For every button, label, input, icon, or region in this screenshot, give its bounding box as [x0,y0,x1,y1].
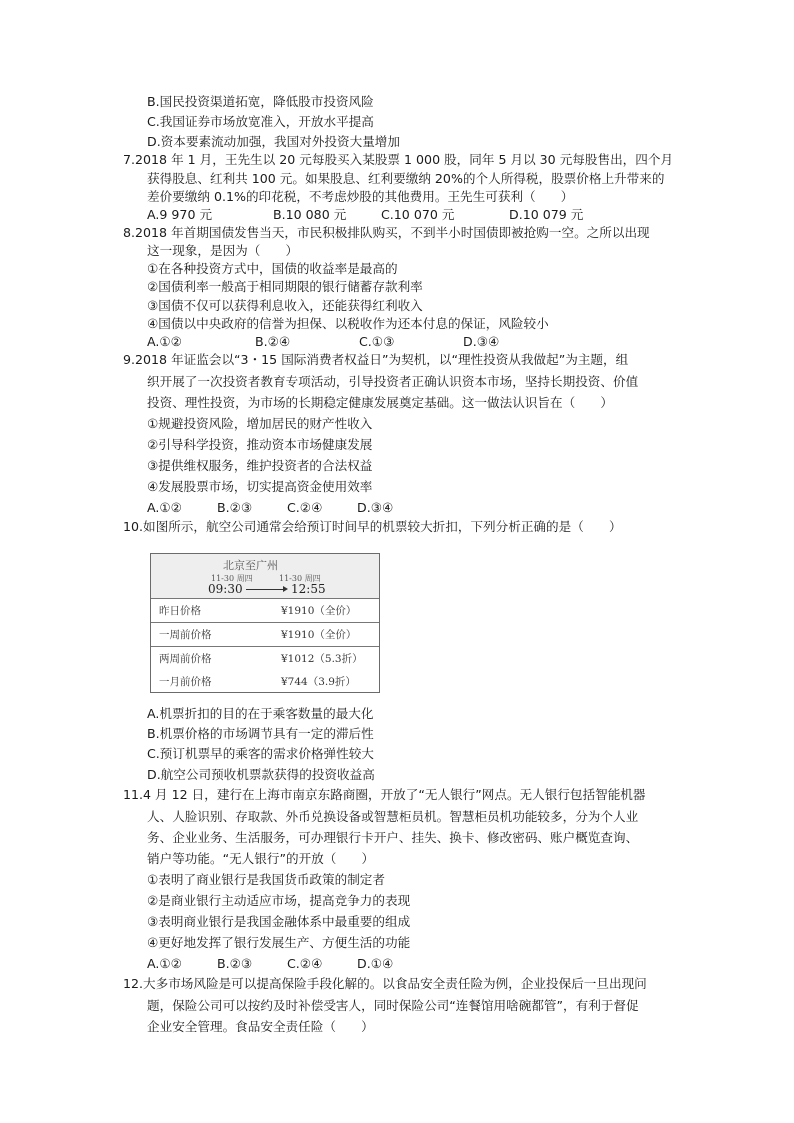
q8-answer-a: A.①② [147,334,182,349]
price-row-label: 一月前价格 [159,676,212,688]
q11-stem-line-3: 务、企业业务、生活服务，可办理银行卡开户、挂失、换卡、修改密码、账户概览查询、 [147,830,639,845]
flight-header [151,554,379,599]
q7-answer-a: A.9 970 元 [147,207,213,222]
q7-answer-b: B.10 080 元 [273,207,347,222]
price-row-value: ¥1910（全价） [281,629,357,641]
price-row-value: ¥744（3.9折） [281,676,356,688]
q10-option-d: D.航空公司预收机票款获得的投资收益高 [147,767,375,782]
flight-date-left: 11-30 周四 [211,574,253,583]
q7-stem-line-1: 7.2018 年 1 月，王先生以 20 元每股买入某股票 1 000 股，同年 5 月以 30 元每股售出，四个月 [123,152,674,167]
q7-stem-line-3: 差价要缴纳 0.1%的印花税，不考虑炒股的其他费用。王先生可获利（ ） [147,189,574,204]
q9-stem-line-3: 投资、理性投资，为市场的长期稳定健康发展奠定基础。这一做法认识旨在（ ） [147,395,613,410]
arrow-right-icon [246,589,286,590]
q11-stem-line-4: 销户等功能。“无人银行”的开放（ ） [147,851,375,866]
q12-stem-line-2: 题，保险公司可以按约及时补偿受害人，同时保险公司“连餐馆用啥碗都管”，有利于督促 [147,998,639,1013]
q11-item-1: ①表明了商业银行是我国货币政策的制定者 [147,872,385,887]
q11-answer-b: B.②③ [217,956,253,971]
q10-option-c: C.预订机票早的乘客的需求价格弹性较大 [147,746,374,761]
flight-depart-time: 09:30 [208,582,243,596]
q8-answer-row [147,333,499,351]
q9-stem-line-2: 织开展了一次投资者教育专项活动，引导投资者正确认识资本市场，坚持长期投资、价值 [147,374,639,389]
price-row [151,623,379,647]
q9-answer-d: D.③④ [357,500,394,515]
price-row-value: ¥1012（5.3折） [281,653,363,665]
q9-item-4: ④发展股票市场，切实提高资金使用效率 [147,479,373,494]
q6-option-b: B.国民投资渠道拓宽，降低股市投资风险 [147,94,374,109]
q9-answer-row [147,499,393,517]
q11-stem-line-2: 人、人脸识别、存取款、外币兑换设备或智慧柜员机。智慧柜员机功能较多，分为个人业 [147,809,639,824]
q11-answer-c: C.②④ [287,956,323,971]
flight-date-right: 11-30 周四 [279,574,321,583]
q9-answer-b: B.②③ [217,500,253,515]
q11-answer-a: A.①② [147,956,182,971]
q6-option-c: C.我国证券市场放宽准入，开放水平提高 [147,114,374,129]
q8-stem-line-2: 这一现象，是因为（ ） [147,243,299,258]
q9-item-3: ③提供维权服务，维护投资者的合法权益 [147,458,373,473]
q11-item-4: ④更好地发挥了银行发展生产、方便生活的功能 [147,935,411,950]
price-row [151,647,379,671]
price-row-value: ¥1910（全价） [281,605,357,617]
q12-stem-line-1: 12.大多市场风险是可以提高保险手段化解的。以食品安全责任险为例，企业投保后一旦出现问 [123,976,647,991]
q9-answer-c: C.②④ [287,500,323,515]
q8-answer-b: B.②④ [255,334,291,349]
q11-answer-row [147,955,393,973]
q8-item-4: ④国债以中央政府的信誉为担保、以税收作为还本付息的保证，风险较小 [147,316,549,331]
q9-item-1: ①规避投资风险，增加居民的财产性收入 [147,416,373,431]
price-row [151,670,379,692]
q7-answer-d: D.10 079 元 [509,207,584,222]
q10-option-b: B.机票价格的市场调节具有一定的滞后性 [147,726,374,741]
q8-item-1: ①在各种投资方式中，国债的收益率是最高的 [147,261,398,276]
q8-stem-line-1: 8.2018 年首期国债发售当天，市民积极排队购买，不到半小时国债即被抢购一空。之所以出现 [123,225,650,240]
q6-option-d: D.资本要素流动加强，我国对外投资大量增加 [147,134,400,149]
q11-item-3: ③表明商业银行是我国金融体系中最重要的组成 [147,914,411,929]
q11-item-2: ②是商业银行主动适应市场，提高竞争力的表现 [147,893,411,908]
flight-route: 北京至广州 [223,559,278,572]
q9-stem-line-1: 9.2018 年证监会以“3・15 国际消费者权益日”为契机，以“理性投资从我做起”为主题，组 [123,352,629,367]
q7-answer-row [147,206,583,224]
q10-option-a: A.机票折扣的目的在于乘客数量的最大化 [147,706,374,721]
q9-item-2: ②引导科学投资，推动资本市场健康发展 [147,437,373,452]
q8-answer-c: C.①③ [359,334,395,349]
price-row [151,599,379,623]
q12-stem-line-3: 企业安全管理。食品安全责任险（ ） [147,1019,374,1034]
q8-answer-d: D.③④ [463,334,500,349]
price-row-label: 一周前价格 [159,629,212,641]
q11-answer-d: D.①④ [357,956,394,971]
q8-item-3: ③国债不仅可以获得利息收入，还能获得红利收入 [147,298,423,313]
q8-item-2: ②国债利率一般高于相同期限的银行储蓄存款利率 [147,279,423,294]
q9-answer-a: A.①② [147,500,182,515]
price-row-label: 两周前价格 [159,653,212,665]
flight-price-figure [150,553,380,693]
q10-stem-line-1: 10.如图所示，航空公司通常会给预订时间早的机票较大折扣，下列分析正确的是（ ） [123,519,622,534]
q11-stem-line-1: 11.4 月 12 日，建行在上海市南京东路商圈，开放了“无人银行”网点。无人银行包括智能机器 [123,787,646,802]
price-row-label: 昨日价格 [159,605,201,617]
flight-arrive-time: 12:55 [291,582,326,596]
q7-answer-c: C.10 070 元 [381,207,455,222]
q7-stem-line-2: 获得股息、红利共 100 元。如果股息、红利要缴纳 20%的个人所得税，股票价格上升带来的 [147,171,665,186]
